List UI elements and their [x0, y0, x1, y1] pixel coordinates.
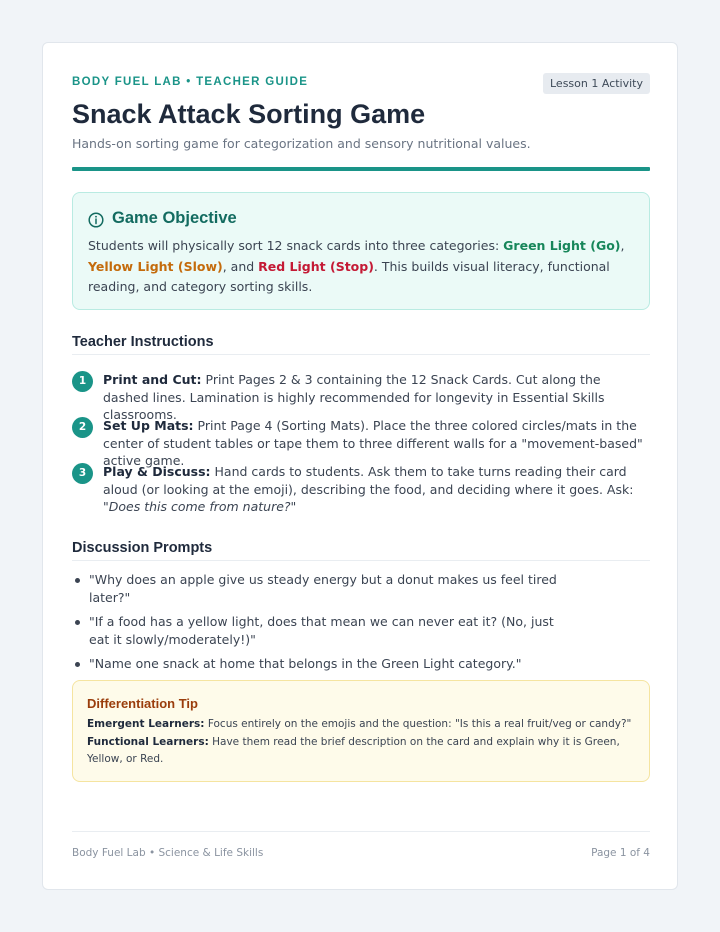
header-kicker: BODY FUEL LAB • TEACHER GUIDE [72, 76, 309, 88]
step-label: Print and Cut: [103, 372, 202, 387]
yellow-light-label: Yellow Light (Slow) [88, 258, 223, 274]
page [42, 42, 678, 890]
objective-text-end: . This builds visual literacy, functional reading, and category sorting skills. [88, 258, 610, 294]
tip-functional-line [87, 734, 637, 768]
step-question: "Does this come from nature?" [103, 499, 297, 514]
list-item: "If a food has a yellow light, does that mean we can never eat it? (No, just eat it slowly/moderately!)" [72, 613, 572, 648]
page-subtitle: Hands-on sorting game for categorization and sensory nutritional values. [72, 136, 531, 151]
step-text [103, 417, 648, 470]
tip-emergent-label: Emergent Learners: [87, 718, 205, 730]
page-title: Snack Attack Sorting Game [72, 99, 426, 129]
objective-text [88, 236, 636, 298]
step-description: Hand cards to students. Ask them to take turns reading their card aloud (or looking at the emoji), describing the food, and deciding where it goes. Ask: [103, 464, 634, 497]
objective-text-start: Students will physically sort 12 snack cards into three categories: [88, 238, 504, 253]
list-item: "Name one snack at home that belongs in the Green Light category." [72, 655, 572, 673]
objective-separator: , and [222, 258, 259, 274]
tip-emergent-line [87, 716, 637, 733]
tip-functional-text: Have them read the brief description on the card and explain why it is Green, Yellow, or Red. [87, 736, 620, 765]
step-number-badge: 2 [72, 417, 93, 438]
discussion-list [72, 571, 650, 673]
step-number-badge: 3 [72, 463, 93, 484]
objective-card [72, 192, 650, 310]
step-number-badge: 1 [72, 371, 93, 392]
step-label: Play & Discuss: [103, 464, 211, 479]
tip-emergent-text: Focus entirely on the emojis and the question: "Is this a real fruit/veg or candy?" [204, 718, 632, 730]
tip-title: Differentiation Tip [87, 696, 198, 711]
page-number: Page 1 of 4 [591, 847, 650, 859]
footer-left: Body Fuel Lab • Science & Life Skills [72, 847, 264, 859]
step-description: Print Page 4 (Sorting Mats). Place the three colored circles/mats in the center of student tables or tape them to three different walls for a "movement-based" active game. [103, 418, 643, 468]
step-text [103, 463, 648, 516]
instructions-heading-text: Teacher Instructions [72, 334, 214, 350]
discussion-heading-text: Discussion Prompts [72, 540, 213, 556]
lesson-badge: Lesson 1 Activity [543, 73, 650, 94]
red-light-label: Red Light (Stop) [258, 258, 374, 274]
header-divider [72, 167, 650, 171]
page-header-bar [72, 73, 650, 95]
discussion-heading [72, 537, 650, 561]
tip-functional-label: Functional Learners: [87, 736, 209, 748]
step-text [103, 371, 648, 424]
instructions-heading [72, 331, 650, 355]
objective-separator: , [620, 238, 625, 253]
step-description: Print Pages 2 & 3 containing the 12 Snack Cards. Cut along the dashed lines. Lamination is highly recommended for longevity in Essential Skills classrooms. [103, 372, 605, 422]
green-light-label: Green Light (Go) [503, 238, 621, 253]
objective-title: Game Objective [112, 209, 237, 227]
footer-divider [72, 831, 650, 832]
list-item: "Why does an apple give us steady energy but a donut makes us feel tired later?" [72, 571, 572, 606]
differentiation-tip-card [72, 680, 650, 782]
info-circle-icon [88, 212, 104, 228]
step-label: Set Up Mats: [103, 418, 194, 433]
